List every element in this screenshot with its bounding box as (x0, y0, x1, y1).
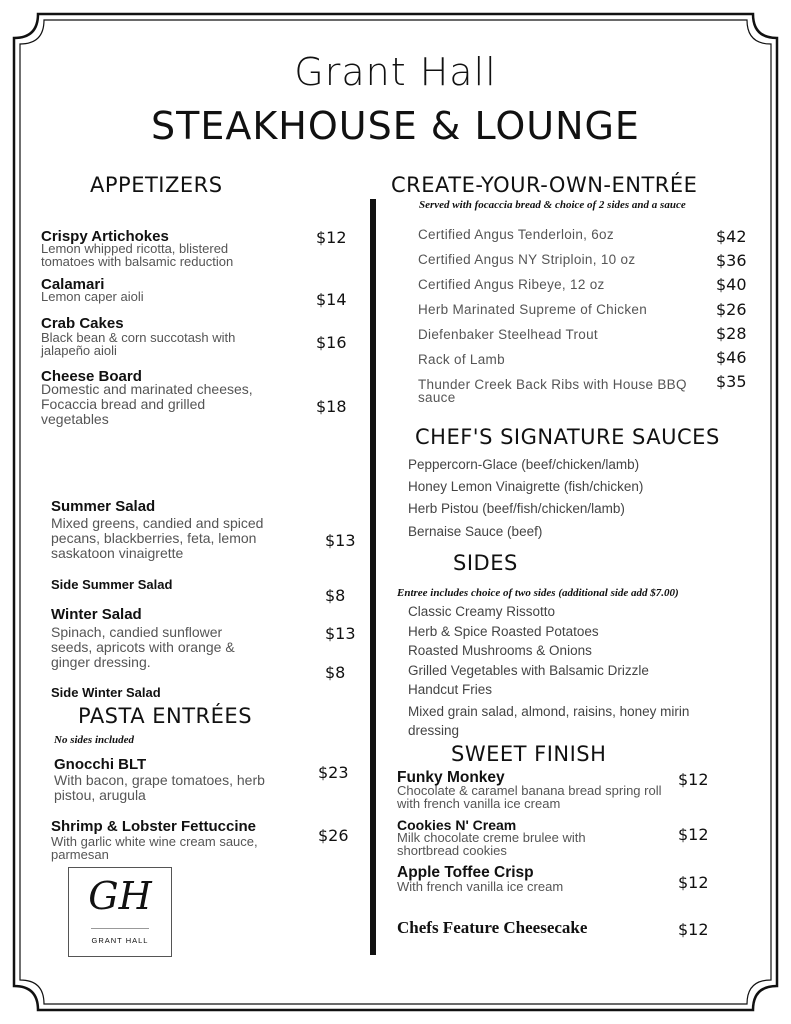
entree-name: Certified Angus Ribeye, 12 oz (418, 277, 605, 292)
entree-price: $28 (716, 324, 747, 343)
side-item: Grilled Vegetables with Balsamic Drizzle (408, 663, 649, 678)
dessert-desc: Milk chocolate creme brulee with shortbread cookies (397, 830, 586, 858)
salad-price: $13 (325, 531, 356, 550)
entree-name: Certified Angus NY Striploin, 10 oz (418, 252, 636, 267)
salad-price: $8 (325, 586, 346, 605)
sauce-item: Herb Pistou (beef/fish/chicken/lamb) (408, 501, 625, 516)
salad-desc: Spinach, candied sunflower seeds, apricots with orange & ginger dressing. (51, 624, 235, 670)
pasta-price: $23 (318, 763, 349, 782)
logo-text: GRANT HALL (91, 936, 149, 945)
dessert-desc: Chocolate & caramel banana bread spring roll with french vanilla ice cream (397, 783, 662, 811)
appetizer-desc: Domestic and marinated cheeses, Focaccia bread and grilled vegetables (41, 381, 253, 427)
dessert-desc: With french vanilla ice cream (397, 879, 564, 894)
appetizer-name: Crispy Artichokes (41, 228, 169, 245)
logo-monogram: GH (88, 874, 152, 918)
create-heading: CREATE-YOUR-OWN-ENTRÉE (391, 173, 698, 197)
side-item: Herb & Spice Roasted Potatoes (408, 624, 599, 639)
sides-heading: SIDES (453, 551, 518, 575)
entree-name: Rack of Lamb (418, 352, 505, 367)
pasta-desc: With garlic white wine cream sauce, parmesan (51, 834, 258, 862)
side-item: Mixed grain salad, almond, raisins, honey mirin dressing (408, 704, 690, 738)
pasta-note: No sides included (54, 734, 135, 746)
appetizer-name: Cheese Board (41, 368, 142, 385)
entree-price: $35 (716, 372, 747, 391)
dessert-name: Chefs Feature Cheesecake (397, 918, 588, 937)
sauces-heading: CHEF'S SIGNATURE SAUCES (415, 425, 720, 449)
salad-price: $13 (325, 624, 356, 643)
salad-name: Winter Salad (51, 606, 142, 623)
logo-divider (91, 928, 149, 929)
dessert-name: Apple Toffee Crisp (397, 864, 534, 881)
entree-price: $46 (716, 348, 747, 367)
appetizer-price: $16 (316, 333, 347, 352)
entree-name: Certified Angus Tenderloin, 6oz (418, 227, 614, 242)
entree-price: $42 (716, 227, 747, 246)
salad-desc: Mixed greens, candied and spiced pecans, blackberries, feta, lemon saskatoon vinaigrette (51, 515, 264, 561)
entree-price: $40 (716, 275, 747, 294)
dessert-price: $12 (678, 825, 709, 844)
appetizer-desc: Lemon whipped ricotta, blistered tomatoes with balsamic reduction (41, 241, 234, 269)
dessert-name: Funky Monkey (397, 769, 505, 786)
salad-name: Side Summer Salad (51, 577, 173, 592)
pasta-desc: With bacon, grape tomatoes, herb pistou, arugula (54, 772, 265, 803)
restaurant-subtitle: STEAKHOUSE & LOUNGE (151, 104, 640, 148)
grant-hall-logo (68, 867, 172, 957)
pasta-name: Shrimp & Lobster Fettuccine (51, 818, 257, 835)
dessert-heading: SWEET FINISH (451, 742, 607, 766)
sides-note: Entree includes choice of two sides (additional side add $7.00) (397, 587, 679, 599)
column-divider (370, 199, 376, 955)
side-item: Classic Creamy Rissotto (408, 604, 556, 619)
dessert-price: $12 (678, 873, 709, 892)
entree-price: $26 (716, 300, 747, 319)
sauce-item: Bernaise Sauce (beef) (408, 524, 543, 539)
appetizer-price: $14 (316, 290, 347, 309)
restaurant-name: Grant Hall (294, 50, 497, 94)
salad-name: Side Winter Salad (51, 685, 161, 700)
entree-name: Thunder Creek Back Ribs with House BBQ sauce (418, 377, 687, 405)
appetizer-desc: Lemon caper aioli (41, 289, 144, 304)
appetizer-name: Crab Cakes (41, 315, 124, 332)
sauce-item: Honey Lemon Vinaigrette (fish/chicken) (408, 479, 644, 494)
appetizer-desc: Black bean & corn succotash with jalapeño aioli (41, 330, 236, 358)
entree-name: Diefenbaker Steelhead Trout (418, 327, 598, 342)
pasta-price: $26 (318, 826, 349, 845)
appetizer-price: $12 (316, 228, 347, 247)
side-item: Roasted Mushrooms & Onions (408, 643, 592, 658)
appetizers-heading: APPETIZERS (90, 173, 223, 197)
entree-name: Herb Marinated Supreme of Chicken (418, 302, 648, 317)
dessert-name: Cookies N' Cream (397, 817, 517, 833)
salad-name: Summer Salad (51, 498, 156, 515)
side-item: Handcut Fries (408, 682, 493, 697)
entree-price: $36 (716, 251, 747, 270)
appetizer-price: $18 (316, 397, 347, 416)
pasta-name: Gnocchi BLT (54, 756, 147, 773)
appetizer-name: Calamari (41, 276, 105, 293)
dessert-price: $12 (678, 770, 709, 789)
sauce-item: Peppercorn-Glace (beef/chicken/lamb) (408, 457, 640, 472)
salad-price: $8 (325, 663, 346, 682)
pasta-heading: PASTA ENTRÉES (78, 704, 253, 728)
create-note: Served with focaccia bread & choice of 2 sides and a sauce (419, 199, 686, 211)
dessert-price: $12 (678, 920, 709, 939)
